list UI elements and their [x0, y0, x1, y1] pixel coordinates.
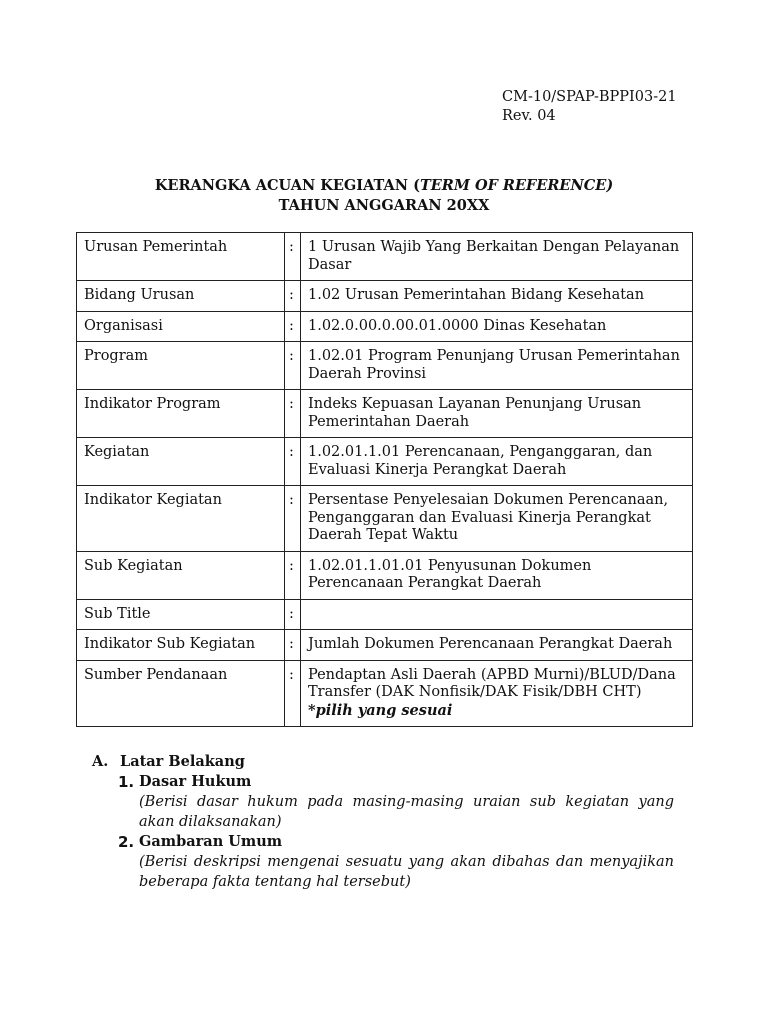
subsection-number: 2. [118, 833, 135, 851]
row-separator: : [285, 660, 301, 727]
row-label: Urusan Pemerintah [77, 233, 285, 281]
table-row [77, 660, 693, 727]
subsection-description: (Berisi deskripsi mengenai sesuatu yang akan dibahas dan menyajikan beberapa fakta tentang hal tersebut) [139, 854, 674, 890]
row-value: 1.02.01 Program Penunjang Urusan Pemerintahan Daerah Provinsi [301, 342, 693, 390]
row-value: Pendaptan Asli Daerah (APBD Murni)/BLUD/Dana Transfer (DAK Nonfisik/DAK Fisik/DBH CHT) [308, 666, 676, 700]
selection-note: *pilih yang sesuai [308, 701, 453, 719]
row-value: 1.02.01.1.01.01 Penyusunan Dokumen Perencanaan Perangkat Daerah [301, 551, 693, 599]
table-row [77, 233, 693, 281]
row-label: Indikator Sub Kegiatan [77, 630, 285, 661]
subsection-heading [118, 772, 674, 792]
document-code-block [502, 88, 677, 126]
subsection-title: Gambaran Umum [139, 833, 283, 850]
row-label: Indikator Kegiatan [77, 486, 285, 552]
row-value-empty [301, 599, 693, 630]
row-separator: : [285, 342, 301, 390]
row-separator: : [285, 486, 301, 552]
row-value: 1.02.0.00.0.00.01.0000 Dinas Kesehatan [301, 311, 693, 342]
section-title: Latar Belakang [120, 753, 245, 770]
row-label: Sub Kegiatan [77, 551, 285, 599]
row-value-cell [301, 660, 693, 727]
row-label: Sumber Pendanaan [77, 660, 285, 727]
row-separator: : [285, 281, 301, 312]
table-row [77, 599, 693, 630]
row-label: Organisasi [77, 311, 285, 342]
table-row [77, 311, 693, 342]
row-separator: : [285, 599, 301, 630]
tor-table [76, 232, 693, 727]
row-value: 1.02 Urusan Pemerintahan Bidang Kesehatan [301, 281, 693, 312]
table-row [77, 630, 693, 661]
row-separator: : [285, 311, 301, 342]
row-label: Kegiatan [77, 438, 285, 486]
row-value: Jumlah Dokumen Perencanaan Perangkat Daerah [301, 630, 693, 661]
subsection-number: 1. [118, 773, 135, 791]
table-row [77, 438, 693, 486]
title-prefix: KERANGKA ACUAN KEGIATAN ( [154, 177, 420, 194]
subsection-title: Dasar Hukum [139, 773, 252, 790]
row-label: Indikator Program [77, 390, 285, 438]
subsection-heading [118, 832, 674, 852]
row-value: Indeks Kepuasan Layanan Penunjang Urusan Pemerintahan Daerah [301, 390, 693, 438]
table-row [77, 390, 693, 438]
row-separator: : [285, 630, 301, 661]
row-separator: : [285, 438, 301, 486]
row-separator: : [285, 390, 301, 438]
title-italic: TERM OF REFERENCE) [419, 177, 614, 194]
title-line-2: TAHUN ANGGARAN 20XX [278, 197, 490, 214]
table-row [77, 486, 693, 552]
subsection-description: (Berisi dasar hukum pada masing-masing uraian sub kegiatan yang akan dilaksanakan) [139, 794, 674, 830]
row-value: Persentase Penyelesaian Dokumen Perencanaan, Penganggaran dan Evaluasi Kinerja Perangkat Daerah Tepat Waktu [301, 486, 693, 552]
document-code: CM-10/SPAP-BPPI03-21 [502, 89, 677, 105]
sections [92, 752, 674, 892]
row-label: Program [77, 342, 285, 390]
row-value: 1 Urusan Wajib Yang Berkaitan Dengan Pelayanan Dasar [301, 233, 693, 281]
title-line-1 [0, 176, 768, 196]
row-separator: : [285, 233, 301, 281]
row-value: 1.02.01.1.01 Perencanaan, Penganggaran, dan Evaluasi Kinerja Perangkat Daerah [301, 438, 693, 486]
table-row [77, 281, 693, 312]
table-row [77, 551, 693, 599]
table-row [77, 342, 693, 390]
document-title [0, 176, 768, 216]
row-label: Sub Title [77, 599, 285, 630]
row-label: Bidang Urusan [77, 281, 285, 312]
section-letter: A. [92, 753, 109, 770]
row-separator: : [285, 551, 301, 599]
section-heading [92, 752, 674, 772]
document-revision: Rev. 04 [502, 108, 556, 124]
